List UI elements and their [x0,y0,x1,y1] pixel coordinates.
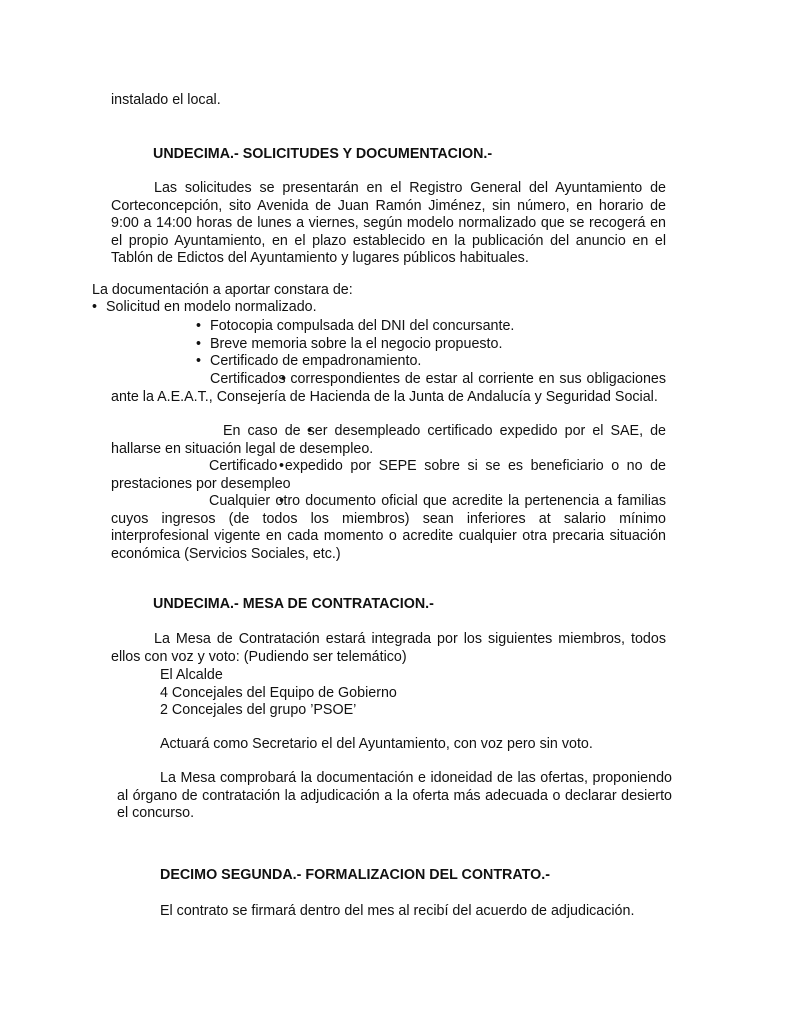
list-item-text: Solicitud en modelo normalizado. [106,299,317,315]
list-item [111,371,666,406]
list-item [196,353,421,371]
section-heading-solicitudes: UNDECIMA.- SOLICITUDES Y DOCUMENTACION.- [153,146,493,162]
paragraph-comprobacion: La Mesa comprobará la documentación e idoneidad de las ofertas, proponiendo al órgano de contratación la adjudicación a la oferta más adecuada o declarar desierto el concurso. [117,770,672,822]
bullet-icon [196,371,210,387]
section-heading-formalizacion: DECIMO SEGUNDA.- FORMALIZACION DEL CONTRATO.- [160,867,550,883]
bullet-icon [196,353,210,369]
member-psoe: 2 Concejales del grupo ’PSOE’ [160,702,357,718]
list-item [92,299,317,317]
list-item-text: Breve memoria sobre la el negocio propuesto. [210,336,503,352]
list-item [111,423,666,458]
bullet-icon [196,336,210,352]
paragraph-mesa: La Mesa de Contratación estará integrada por los siguientes miembros, todos ellos con voz y voto: (Pudiendo ser telemático) [111,631,666,665]
bullet-icon [195,458,209,474]
list-item-text: Certificado de empadronamiento. [210,353,422,369]
paragraph-secretario: Actuará como Secretario el del Ayuntamiento, con voz pero sin voto. [160,736,593,752]
list-item-text: Fotocopia compulsada del DNI del concursante. [210,318,515,334]
member-equipo-gobierno: 4 Concejales del Equipo de Gobierno [160,685,397,701]
list-item-text: Cualquier otro documento oficial que acredite la pertenencia a familias cuyos ingresos (de todos los miembros) sean inferiores at salario mínimo interprofesional vigente en cada momento o acredite cualquier otra precaria situación económica (Servicios Sociales, etc.) [111,493,666,562]
continued-text: instalado el local. [111,92,221,108]
section-heading-mesa: UNDECIMA.- MESA DE CONTRATACION.- [153,596,434,612]
documentation-intro: La documentación a aportar constara de: [92,282,353,298]
bullet-icon [195,493,209,509]
paragraph-formalizacion: El contrato se firmará dentro del mes al recibí del acuerdo de adjudicación. [160,903,635,919]
bullet-icon [196,318,210,334]
list-item-text: Certificados correspondientes de estar al corriente en sus obligaciones ante la A.E.A.T., Consejería de Hacienda de la Junta de Andalucía y Seguridad Social. [111,371,666,405]
paragraph-solicitudes: Las solicitudes se presentarán en el Registro General del Ayuntamiento de Corteconcepción, sito Avenida de Juan Ramón Jiménez, sin número, en horario de 9:00 a 14:00 horas de lunes a viernes, según modelo normalizado que se recogerá en el propio Ayuntamiento, en el plazo establecido en la publicación del anuncio en el Tablón de Edictos del Ayuntamiento y lugares públicos habituales. [111,180,666,267]
bullet-icon [209,423,223,439]
member-alcalde: El Alcalde [160,667,223,683]
list-item [111,458,666,493]
list-item-text: En caso de ser desempleado certificado expedido por el SAE, de hallarse en situación legal de desempleo. [111,423,666,457]
list-item [111,493,666,563]
bullet-icon [92,299,106,315]
list-item [196,318,514,336]
list-item-text: Certificado expedido por SEPE sobre si se es beneficiario o no de prestaciones por desempleo [111,458,666,492]
list-item [196,336,502,354]
